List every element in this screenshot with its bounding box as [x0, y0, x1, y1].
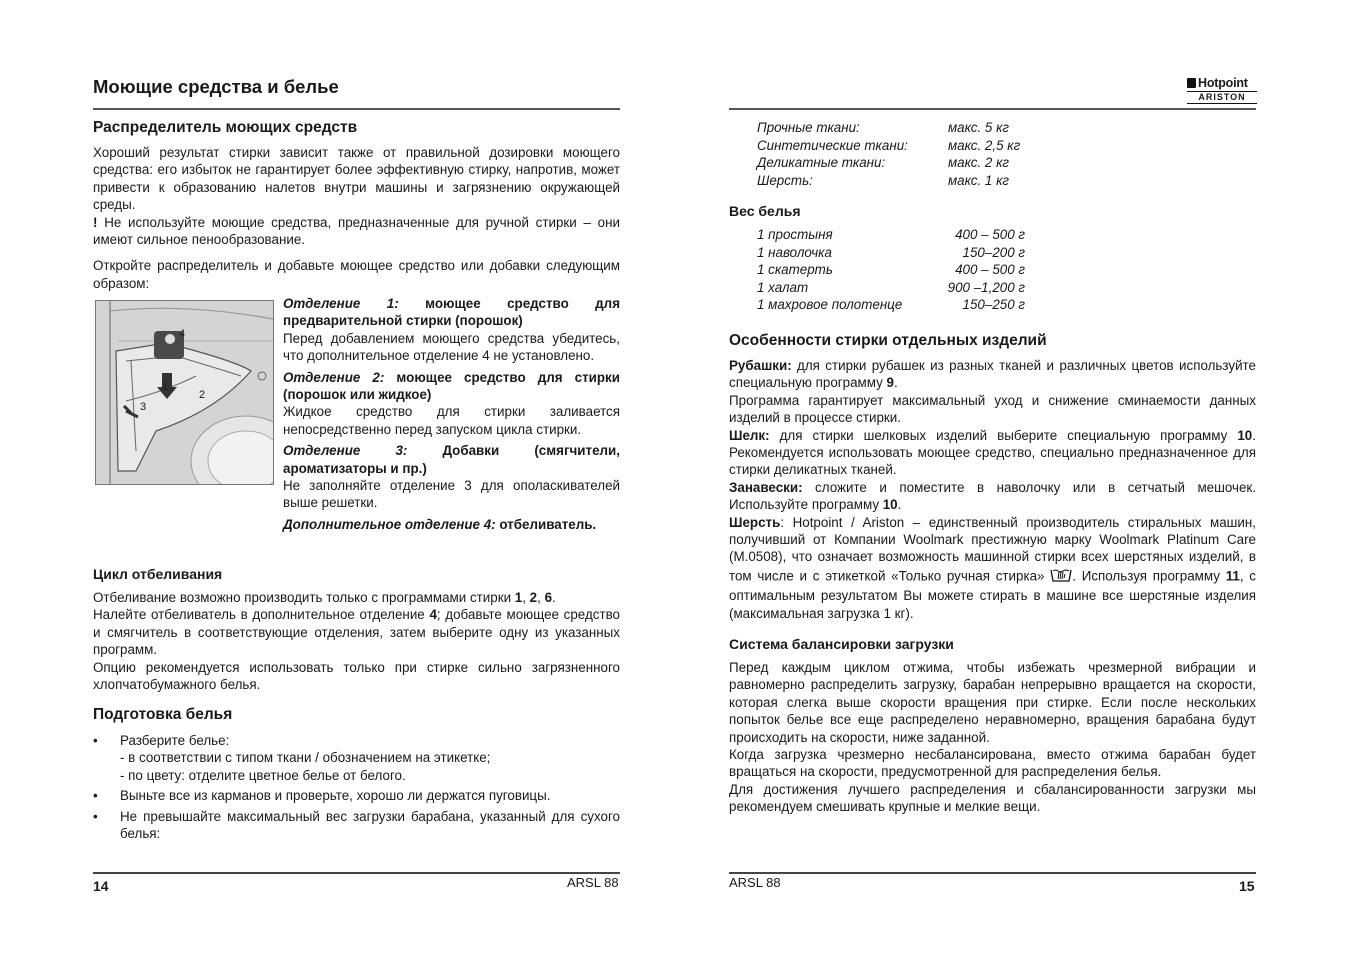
balance-body [729, 659, 1256, 816]
bleach-text-3: ; добавьте моющее средство и смягчитель в соответствующие отделения, затем выберите одну из указанных программ. [93, 607, 620, 658]
end-1: . [552, 590, 556, 605]
load-label: Шерсть: [757, 172, 813, 188]
wool-text-2: . Используя программу [1072, 568, 1226, 584]
weight-label: 1 халат [757, 279, 809, 295]
bleach-heading: Цикл отбеливания [93, 566, 223, 582]
prep-sub-item-color: - по цвету: отделите цветное белье от белого. [120, 767, 406, 783]
silk-end: . Рекомендуется использовать моющее средство, специально предназначенное для стирки деликатных тканей. [729, 427, 1256, 478]
compartment-3-desc: Добавки (смягчители, ароматизаторы и пр.) [283, 443, 620, 476]
shirts-paragraph [729, 357, 1256, 392]
compartment-2-title [283, 369, 620, 404]
shirts-label: Рубашки: [729, 358, 792, 373]
page-number-right: 15 [1239, 878, 1255, 894]
title-divider-right [729, 108, 1256, 110]
program-2: 2 [529, 590, 538, 605]
extra-compartment [283, 516, 620, 533]
compartment-1-name: Отделение 1: [283, 296, 399, 311]
compartment-2-label: 2 [199, 389, 206, 401]
weight-table [757, 226, 1025, 314]
open-dispenser-paragraph: Откройте распределитель и добавьте моющее средство или добавки следующим образом: [93, 258, 620, 291]
page-number-left: 14 [93, 878, 109, 894]
weight-label: 1 скатерть [757, 262, 833, 278]
load-value: макс. 2,5 кг [948, 137, 1021, 153]
balance-paragraph-1: Перед каждым циклом отжима, чтобы избежать чрезмерной вибрации и равномерно распределить загрузку, барабан непрерывно вращается на скорости, которая слегка выше скорости вращения при стирке. Если после нескольких попыток белье все еще распределено неравномерно, вращения барабана будут происходить на скорости, ниже заданной. [729, 660, 1256, 745]
extra-compartment-desc: отбеливатель. [495, 516, 597, 532]
curtains-program: 10 [882, 497, 898, 513]
title-divider [93, 108, 620, 110]
prep-item-sort [93, 732, 620, 784]
weight-label: 1 простыня [757, 227, 833, 242]
warning-mark: ! [93, 214, 98, 230]
footer-divider-right [729, 872, 1256, 874]
compartment-1-title [283, 295, 620, 330]
load-value: макс. 5 кг [948, 120, 1010, 135]
load-label: Деликатные ткани: [757, 155, 886, 171]
model-left: ARSL 88 [567, 875, 619, 890]
prep-item-sort-text: Разберите белье: [120, 733, 230, 748]
brand-top: Hotpoint [1198, 76, 1248, 90]
shirts-program: 9 [886, 375, 894, 391]
bleach-text-2: Налейте отбеливатель в дополнительное отделение [93, 607, 430, 623]
weight-value: 900 –1,200 г [947, 279, 1025, 295]
special-body [729, 357, 1256, 622]
load-table [757, 119, 1020, 189]
shirts-text: для стирки рубашек из разных тканей и различных цветов используйте специальную программу [729, 358, 1256, 391]
compartment-3-text: Не заполняйте отделение 3 для ополаскивателей выше решетки. [283, 478, 620, 511]
compartment-2-desc: моющее средство для стирки (порошок или жидкое) [283, 369, 620, 403]
load-row [757, 154, 1020, 172]
weight-value: 400 – 500 г [955, 227, 1025, 242]
compartment-3-label: 3 [140, 401, 147, 413]
silk-paragraph [729, 427, 1256, 479]
special-heading: Особенности стирки отдельных изделий [729, 332, 1047, 349]
compartment-3-name: Отделение 3: [283, 443, 408, 459]
balance-paragraph-2: Когда загрузка чрезмерно несбалансирована, вместо отжима барабан будет вращаться на скорости, предусмотренной для распределения белья. [729, 747, 1256, 780]
prep-sub-item-type: - в соответствии с типом ткани / обозначением на этикетке; [120, 750, 491, 766]
weight-heading: Вес белья [729, 203, 801, 219]
warning-paragraph [93, 214, 620, 249]
weight-row [757, 244, 1025, 262]
prep-item-pockets: • Выньте все из карманов и проверьте, хорошо ли держатся пуговицы. [93, 787, 620, 804]
extra-compartment-name: Дополнительное отделение 4: [283, 516, 496, 532]
balance-heading: Система балансировки загрузки [729, 636, 954, 652]
bleach-line-3: Опцию рекомендуется использовать только при стирке сильно загрязненного хлопчатобумажного белья. [93, 659, 620, 693]
bleach-line-2 [93, 606, 620, 658]
program-1: 1 [514, 590, 523, 605]
load-row [757, 172, 1020, 190]
warning-text: Не используйте моющие средства, предназначенные для ручной стирки – они имеют сильное пенообразование. [93, 214, 620, 248]
brand-logo [1187, 76, 1257, 104]
curtains-paragraph [729, 479, 1256, 514]
silk-program: 10 [1237, 427, 1253, 443]
dispenser-illustration [95, 300, 274, 485]
load-value: макс. 1 кг [948, 172, 1010, 188]
bleach-body [93, 589, 620, 693]
compartment-1-label: 1 [162, 381, 169, 393]
load-row [757, 137, 1020, 155]
program-6: 6 [544, 590, 553, 605]
shirts-end: . [894, 375, 898, 391]
compartment-1-desc: моющее средство для предварительной стирки (порошок) [283, 296, 621, 329]
load-row [757, 119, 1020, 137]
page-title: Моющие средства и белье [93, 76, 339, 97]
curtains-end: . [897, 497, 902, 513]
weight-value: 150–200 г [962, 244, 1025, 260]
prep-item-weight: • Не превышайте максимальный вес загрузки барабана, указанный для сухого белья: [93, 808, 620, 843]
curtains-text: сложите и поместите в наволочку или в сетчатый мешочек. Используйте программу [729, 479, 1256, 513]
wool-label: Шерсть [729, 514, 781, 530]
sep-1: , [522, 590, 530, 605]
dispenser-paragraph: Хороший результат стирки зависит также от правильной дозировки моющего средства: его избыток не гарантирует более эффективную стирку, напротив, может привести к образованию налетов внутри машины и загрязнению окружающей среды. [93, 145, 620, 213]
silk-label: Шелк: [729, 427, 770, 443]
brand-bottom: ARISTON [1187, 91, 1257, 104]
dispenser-intro [93, 144, 620, 292]
wool-paragraph [729, 514, 1256, 622]
prep-list [93, 732, 620, 842]
hand-wash-icon [1050, 566, 1072, 587]
weight-row [757, 279, 1025, 297]
load-label: Синтетические ткани: [757, 137, 908, 153]
sep-2: , [537, 590, 545, 605]
compartment-4-label: 4 [179, 328, 186, 340]
compartment-4-ref: 4 [429, 607, 437, 623]
silk-text: для стирки шелковых изделий выберите специальную программу [769, 427, 1238, 443]
weight-value: 150–250 г [962, 297, 1025, 313]
wool-program: 11 [1225, 568, 1240, 584]
compartment-2-name: Отделение 2: [283, 369, 385, 385]
weight-label: 1 наволочка [757, 244, 832, 260]
logo-mark-icon [1187, 78, 1196, 88]
model-right: ARSL 88 [729, 875, 781, 890]
weight-row [757, 296, 1025, 314]
wool-text: : Hotpoint / Ariston – единственный производитель стиральных машин, получивший от Компании Woolmark престижную марку Woolmark Platinum Care (M.0508), что означает возможность машинной стирки всех шерстяных изделий, в том числе и с этикеткой «Только ручная стирка» [729, 514, 1256, 584]
weight-row [757, 261, 1025, 279]
load-value: макс. 2 кг [948, 155, 1010, 171]
compartment-2-text: Жидкое средство для стирки заливается непосредственно перед запуском цикла стирки. [283, 404, 620, 437]
program-paragraph: Программа гарантирует максимальный уход и снижение сминаемости данных изделий в процессе стирки. [729, 392, 1256, 426]
load-label: Прочные ткани: [757, 120, 860, 135]
prep-heading: Подготовка белья [93, 706, 233, 723]
footer-divider-left [93, 872, 620, 874]
balance-paragraph-3: Для достижения лучшего распределения и сбалансированности загрузки мы рекомендуем смешивать крупные и мелкие вещи. [729, 781, 1256, 815]
weight-label: 1 махровое полотенце [757, 297, 903, 313]
dispenser-heading: Распределитель моющих средств [93, 119, 358, 136]
curtains-label: Занавески: [729, 479, 803, 495]
compartment-1-text: Перед добавлением моющего средства убедитесь, что дополнительное отделение 4 не установлено. [283, 330, 620, 364]
weight-row [757, 226, 1025, 244]
compartment-3-title [283, 442, 620, 477]
weight-value: 400 – 500 г [955, 262, 1025, 278]
bleach-text-1: Отбеливание возможно производить только с программами стирки [93, 590, 515, 605]
bleach-line-1 [93, 589, 620, 606]
wool-end: , с оптимальным результатом Вы можете стирать в машине все шерстяные изделия (максимальная загрузка 1 кг). [729, 568, 1257, 621]
compartment-list [283, 295, 620, 533]
